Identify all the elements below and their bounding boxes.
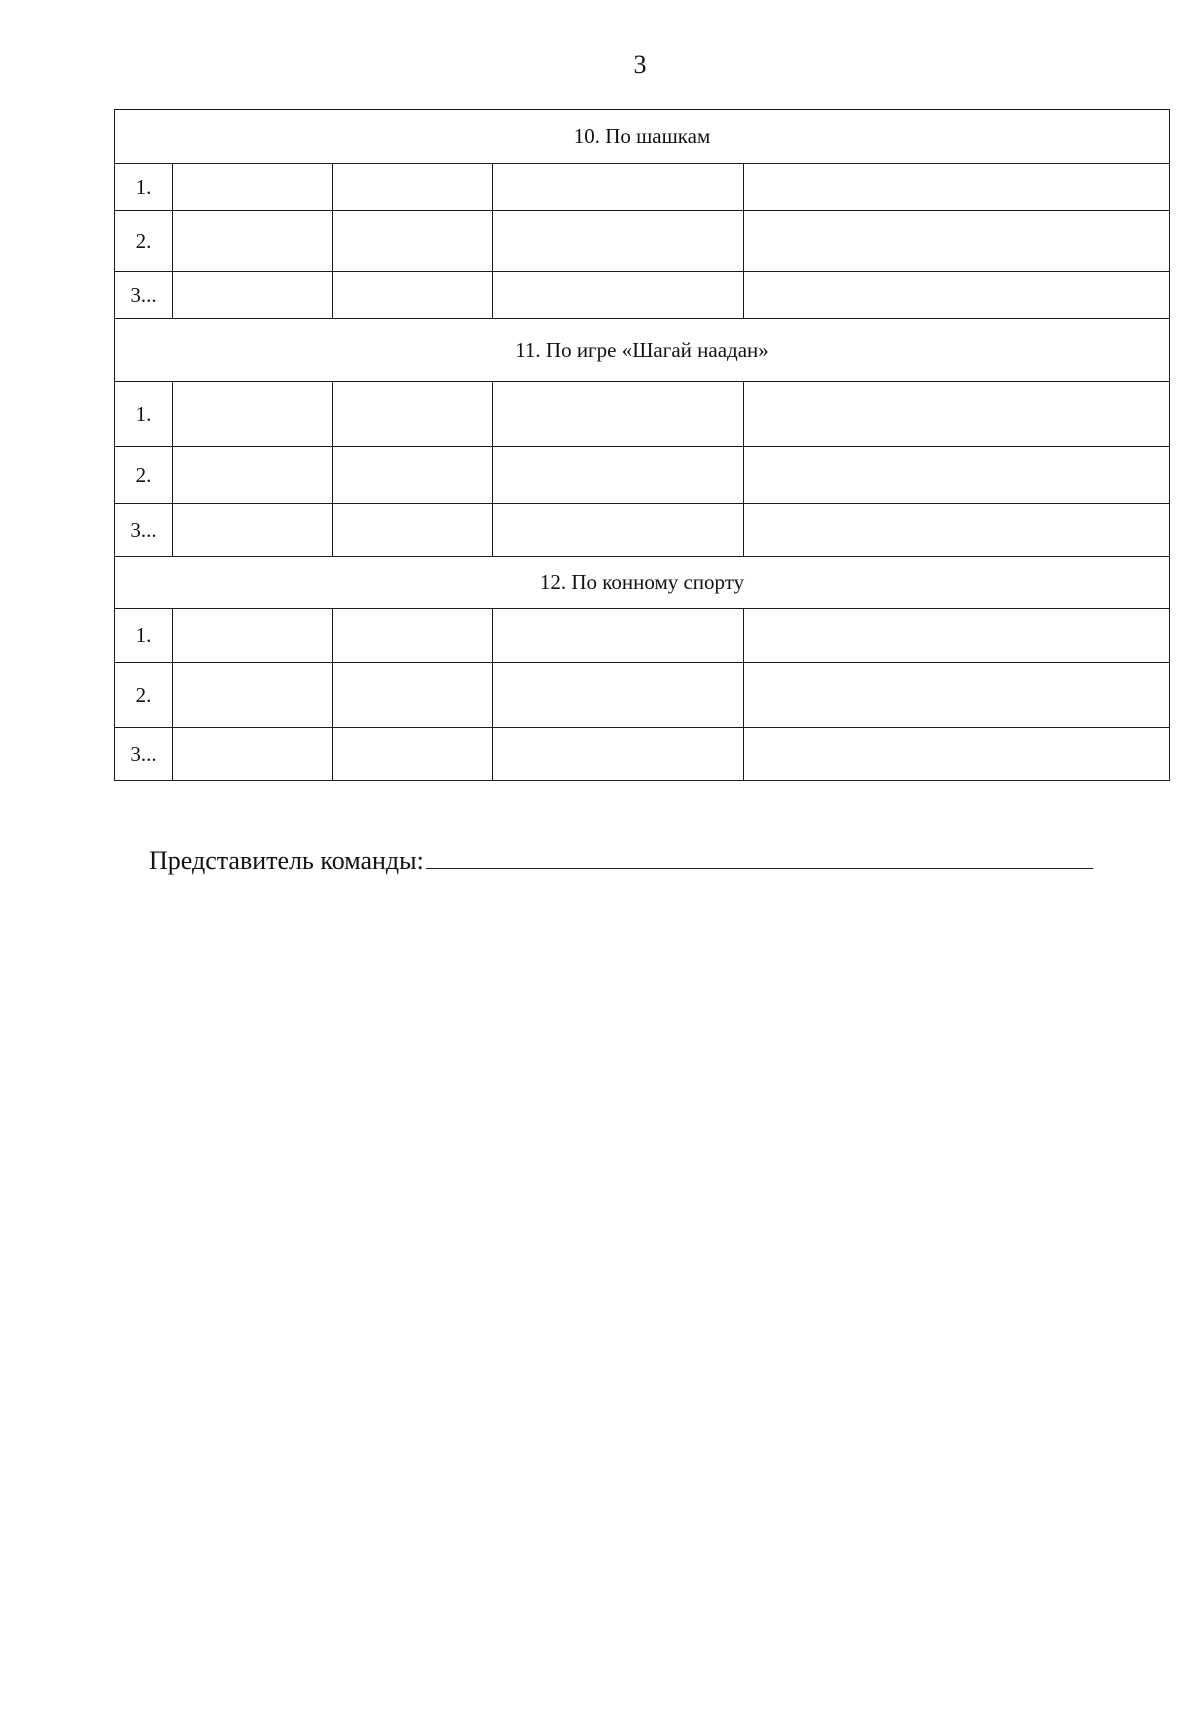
section-title: 11. По игре «Шагай наадан»	[115, 319, 1170, 382]
table-cell[interactable]	[333, 447, 493, 504]
row-number: 3...	[115, 272, 173, 319]
entry-table	[114, 109, 1170, 781]
table-cell[interactable]	[493, 728, 744, 781]
team-representative-line	[149, 842, 1093, 876]
table-row	[115, 164, 1170, 211]
row-number: 3...	[115, 504, 173, 557]
table-cell[interactable]	[173, 382, 333, 447]
table-row	[115, 663, 1170, 728]
table-cell[interactable]	[173, 609, 333, 663]
table-row	[115, 211, 1170, 272]
table-cell[interactable]	[493, 663, 744, 728]
section-header-row	[115, 557, 1170, 609]
table-cell[interactable]	[744, 447, 1170, 504]
table-cell[interactable]	[333, 382, 493, 447]
row-number: 2.	[115, 447, 173, 504]
row-number: 1.	[115, 382, 173, 447]
table-cell[interactable]	[173, 447, 333, 504]
table-cell[interactable]	[493, 382, 744, 447]
table-cell[interactable]	[333, 728, 493, 781]
table-row	[115, 504, 1170, 557]
table-cell[interactable]	[333, 663, 493, 728]
section-header-row	[115, 110, 1170, 164]
table-cell[interactable]	[333, 164, 493, 211]
table-cell[interactable]	[333, 504, 493, 557]
table-row	[115, 382, 1170, 447]
table-cell[interactable]	[493, 504, 744, 557]
table-cell[interactable]	[173, 272, 333, 319]
team-representative-field[interactable]	[426, 842, 1093, 869]
table-cell[interactable]	[173, 728, 333, 781]
table-cell[interactable]	[744, 382, 1170, 447]
table-cell[interactable]	[744, 211, 1170, 272]
page-number: 3	[633, 50, 647, 79]
team-representative-label: Представитель команды:	[149, 846, 424, 875]
table-row	[115, 609, 1170, 663]
table-cell[interactable]	[173, 164, 333, 211]
section-header-row	[115, 319, 1170, 382]
table-row	[115, 447, 1170, 504]
section-title: 12. По конному спорту	[115, 557, 1170, 609]
row-number: 3...	[115, 728, 173, 781]
table-cell[interactable]	[333, 609, 493, 663]
table-cell[interactable]	[744, 663, 1170, 728]
table-cell[interactable]	[493, 272, 744, 319]
table-cell[interactable]	[493, 164, 744, 211]
table-cell[interactable]	[744, 728, 1170, 781]
section-title: 10. По шашкам	[115, 110, 1170, 164]
table-cell[interactable]	[744, 272, 1170, 319]
table-cell[interactable]	[173, 663, 333, 728]
table-cell[interactable]	[333, 211, 493, 272]
row-number: 1.	[115, 609, 173, 663]
row-number: 2.	[115, 211, 173, 272]
table-row	[115, 272, 1170, 319]
table-cell[interactable]	[744, 504, 1170, 557]
table-cell[interactable]	[493, 211, 744, 272]
table-cell[interactable]	[493, 609, 744, 663]
table-cell[interactable]	[173, 504, 333, 557]
table-cell[interactable]	[333, 272, 493, 319]
table-cell[interactable]	[173, 211, 333, 272]
table-row	[115, 728, 1170, 781]
table-cell[interactable]	[744, 609, 1170, 663]
row-number: 1.	[115, 164, 173, 211]
row-number: 2.	[115, 663, 173, 728]
table-cell[interactable]	[744, 164, 1170, 211]
table-cell[interactable]	[493, 447, 744, 504]
